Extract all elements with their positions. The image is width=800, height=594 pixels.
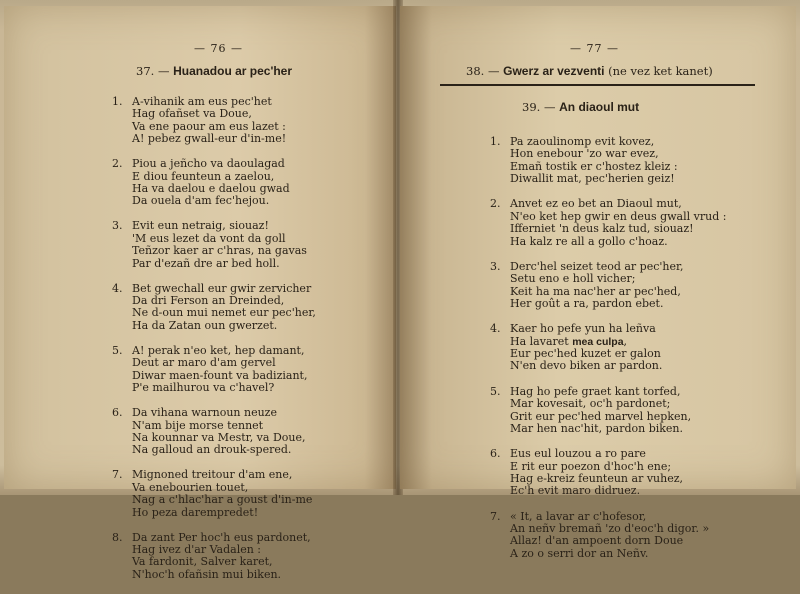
verse-line: Va fardonit, Salver karet, (132, 555, 273, 569)
verse-line: Bet gwechall eur gwir zervicher (132, 281, 312, 295)
song-title-text: Huanadou ar pec'her (173, 64, 292, 78)
verse-line: Evit eun netraig, siouaz! (132, 219, 269, 233)
verse-line: N'eo ket hep gwir en deus gwall vrud : (510, 209, 727, 223)
stanza-number: 3. (112, 219, 123, 233)
verse-line: A zo o serri dor an Neñv. (510, 546, 649, 560)
stanza (112, 469, 316, 519)
verse-line: Na galloud an drouk-spered. (132, 443, 292, 457)
song-number: 39. — (522, 100, 556, 114)
verse-line: Mignoned treitour d'am ene, (132, 468, 293, 482)
song-number: 37. — (136, 64, 170, 78)
stanza (490, 448, 726, 498)
verse-line: A! perak n'eo ket, hep damant, (132, 343, 305, 357)
verse-line: Keit ha ma nac'her ar pec'hed, (510, 284, 681, 298)
stanza-number: 5. (490, 384, 501, 398)
left-page (4, 6, 396, 581)
verse-line: Allaz! d'an ampoent dorn Doue (510, 534, 684, 548)
stanza-list-right (490, 136, 726, 573)
right-page (400, 6, 796, 560)
verse-line: Mar kovesait, oc'h pardonet; (510, 397, 671, 411)
verse-line: P'e mailhurou va c'havel? (132, 381, 275, 395)
verse-line: A-vihanik am eus pec'het (132, 95, 272, 108)
verse-line: Ec'h evit maro didruez. (510, 484, 641, 498)
stanza-number: 6. (112, 406, 123, 420)
verse-line: Deut ar maro d'am gervel (132, 356, 276, 370)
stanza (112, 158, 316, 208)
verse-line: Par d'ezañ dre ar bed holl. (132, 256, 280, 270)
verse-line: Nag a c'hlac'har a goust d'in-me (132, 493, 313, 507)
verse-line: Derc'hel seizet teod ar pec'her, (510, 259, 684, 273)
stanza-number: 3. (490, 259, 501, 273)
stanza-number: 1. (112, 95, 123, 108)
verse-line: Emañ tostik er c'hostez kleiz : (510, 159, 678, 173)
stanza (490, 198, 726, 248)
stanza-number: 6. (490, 447, 501, 461)
stanza-number: 4. (490, 322, 501, 336)
verse-line: Va ene paour am eus lazet : (132, 119, 286, 133)
verse-line: Diwallit mat, pec'herien geiz! (510, 172, 675, 186)
stanza (112, 407, 316, 457)
stanza-number: 7. (490, 509, 501, 523)
song-title-text: Gwerz ar vezventi (503, 64, 605, 78)
verse-line: N'am bije morse tennet (132, 418, 264, 432)
verse-line: Ne d-oun mui nemet eur pec'her, (132, 306, 316, 320)
verse-line: N'en devo biken ar pardon. (510, 359, 663, 373)
song-note: (ne vez ket kanet) (608, 64, 713, 78)
verse-line: E rit eur poezon d'hoc'h ene; (510, 459, 672, 473)
stanza (112, 283, 316, 333)
verse-line: « It, a lavar ar c'hofesor, (510, 509, 647, 523)
verse-line: Ho peza darempredet! (132, 505, 259, 519)
verse-line: N'hoc'h ofañsin mui biken. (132, 567, 282, 581)
song-number: 38. — (466, 64, 500, 78)
verse-line: Grit eur pec'hed marvel hepken, (510, 409, 692, 423)
verse-line: Ha va daelou e daelou gwad (132, 182, 290, 196)
verse-line: Kaer ho pefe yun ha leñva (510, 322, 656, 336)
verse-line: Eus eul louzou a ro pare (510, 447, 646, 461)
verse-line: Hag ofañset va Doue, (132, 107, 252, 121)
verse-line: Da zant Per hoc'h eus pardonet, (132, 530, 311, 544)
stanza-number: 2. (112, 157, 123, 171)
stanza (112, 532, 316, 582)
stanza-number: 8. (112, 530, 123, 544)
verse-line: An neñv bremañ 'zo d'eoc'h digor. » (510, 521, 710, 535)
verse-line: Ha da Zatan oun gwerzet. (132, 318, 278, 332)
stanza (490, 136, 726, 186)
stanza-number: 4. (112, 281, 123, 295)
page-number-right: — 77 — (570, 42, 619, 55)
verse-line: Da ouela d'am fec'hejou. (132, 194, 270, 208)
stanza (112, 345, 316, 395)
verse-line: 'M eus lezet da vont da goll (132, 231, 286, 245)
verse-line: Diwar maen-fount va badiziant, (132, 368, 308, 382)
verse-line: Na kounnar va Mestr, va Doue, (132, 430, 306, 444)
verse-line: Hag e-kreiz feunteun ar vuhez, (510, 471, 684, 485)
verse-line: Va enebourien touet, (132, 480, 249, 494)
verse-line: Eur pec'hed kuzet er galon (510, 347, 661, 361)
stanza (490, 323, 726, 373)
verse-line: Hag ho pefe graet kant torfed, (510, 384, 681, 398)
stanza (112, 220, 316, 270)
verse-line: Pa zaoulinomp evit kovez, (510, 135, 655, 148)
verse-line: E diou feunteun a zaelou, (132, 169, 275, 183)
verse-line: A! pebez gwall-eur d'in-me! (132, 132, 287, 146)
verse-line: Ifferniet 'n deus kalz tud, siouaz! (510, 222, 694, 236)
stanza (490, 386, 726, 436)
verse-line: Anvet ez eo bet an Diaoul mut, (510, 197, 682, 211)
verse-line: Hon enebour 'zo war evez, (510, 147, 659, 161)
verse-line: Ha lavaret mea culpa, (510, 334, 628, 348)
stanza-number: 2. (490, 197, 501, 211)
stanza (490, 261, 726, 311)
song-title-text: An diaoul mut (559, 100, 640, 114)
song-title-37 (136, 64, 292, 78)
verse-line: Hag ivez d'ar Vadalen : (132, 542, 262, 556)
stanza-number: 1. (490, 135, 501, 148)
stanza (112, 96, 316, 146)
divider-rule (440, 84, 755, 86)
song-title-39 (522, 100, 639, 114)
stanza-number: 5. (112, 343, 123, 357)
verse-line: Piou a jeñcho va daoulagad (132, 157, 285, 171)
page-number-left: — 76 — (194, 42, 243, 55)
verse-line: Setu eno e holl vicher; (510, 272, 636, 286)
verse-line: Mar hen nac'hit, pardon biken. (510, 421, 684, 435)
verse-line: Da vihana warnoun neuze (132, 406, 277, 420)
stanza-number: 7. (112, 468, 123, 482)
verse-line: Ha kalz re all a gollo c'hoaz. (510, 234, 668, 248)
stanza-list-left (112, 96, 316, 594)
verse-line: Her goût a ra, pardon ebet. (510, 297, 664, 311)
stanza (490, 511, 726, 561)
verse-line: Teñzor kaer ar c'hras, na gavas (132, 244, 307, 258)
song-title-38 (466, 64, 713, 78)
verse-line: Da dri Ferson an Dreinded, (132, 294, 285, 308)
